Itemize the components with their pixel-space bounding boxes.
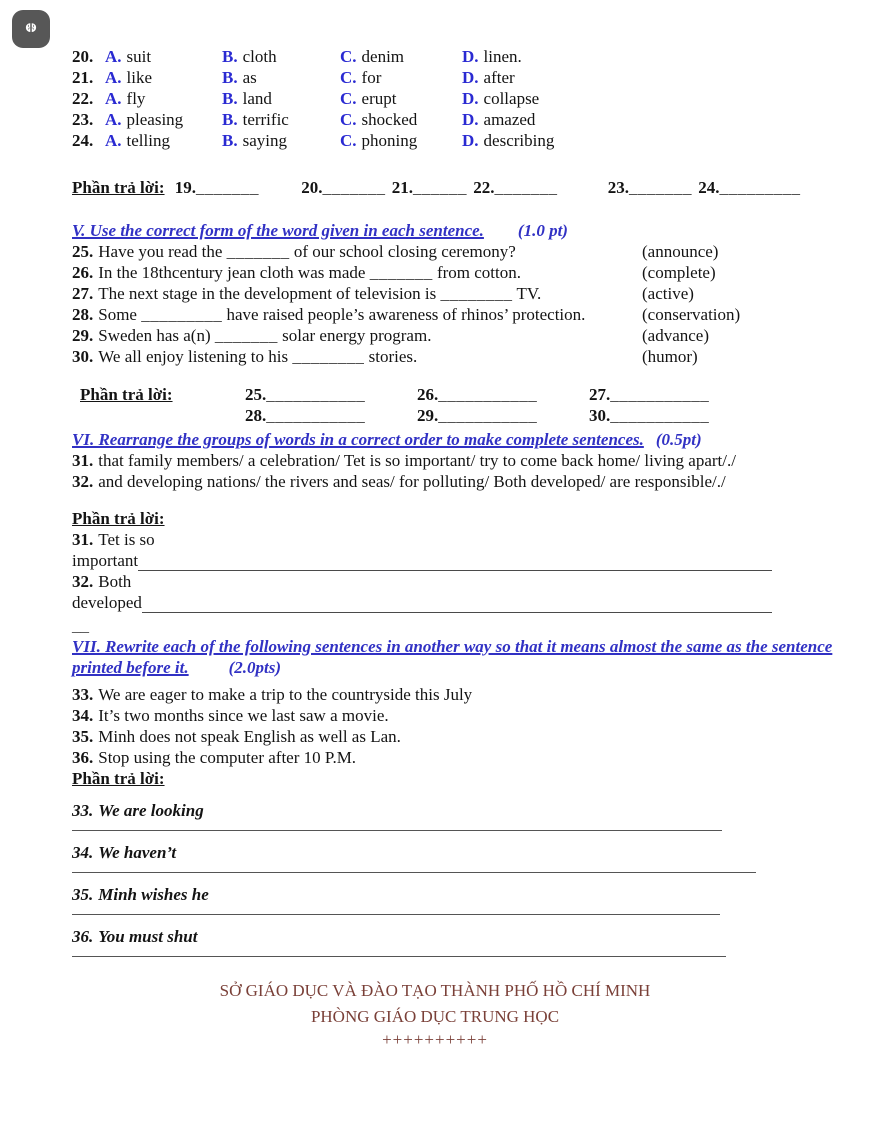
mc-option: [462, 88, 842, 109]
mc-option: [105, 88, 222, 109]
option-text: land: [242, 89, 272, 108]
answer-label: Phần trả lời:: [72, 769, 165, 788]
answers-line-25-27: [72, 384, 842, 405]
write-line: [72, 914, 720, 915]
answer-slot: 20._______: [301, 178, 386, 197]
mc-option: [222, 130, 340, 151]
answer-blank: ___________: [438, 385, 538, 404]
section-vii-title: VII. Rewrite each of the following sentences in another way so that it means almost the same as the sentence printed before it.: [72, 637, 833, 677]
option-text: for: [361, 68, 382, 87]
option-text: describing: [483, 131, 555, 150]
brain-icon: [22, 20, 40, 38]
given-word: (active): [642, 284, 694, 303]
answer-label: Phần trả lời:: [80, 385, 173, 404]
write-line: [138, 553, 772, 571]
option-letter: C.: [340, 47, 357, 66]
rewrite-answer-36: 36. You must shut: [72, 927, 198, 946]
option-letter: A.: [105, 110, 122, 129]
option-text: like: [126, 68, 153, 87]
rewrite-item: 36. Stop using the computer after 10 P.M.: [72, 748, 357, 767]
sentence-blank: _______: [226, 242, 290, 261]
write-line: [72, 872, 756, 873]
section-vii-heading: [72, 636, 842, 678]
question-number: 23.: [72, 110, 94, 129]
answer-blank: ___________: [610, 385, 710, 404]
mc-option: [105, 130, 222, 151]
answers-line-28-30: [72, 405, 842, 426]
mc-option: [340, 67, 462, 88]
rewrite-item: 33. We are eager to make a trip to the countryside this July: [72, 685, 473, 704]
answer-blank: _________: [719, 178, 801, 197]
option-letter: A.: [105, 47, 122, 66]
option-text: pleasing: [126, 110, 184, 129]
mc-option: [105, 109, 222, 130]
rewrite-answer-33: 33. We are looking: [72, 801, 204, 820]
given-word: (humor): [642, 347, 698, 366]
mc-option: [462, 67, 842, 88]
fill-in-sentence: 29. Sweden has a(n) _______ solar energy program. (advance): [72, 326, 710, 345]
section-vii-points: (2.0pts): [228, 658, 282, 677]
footer-separator: ++++++++++: [382, 1030, 488, 1049]
option-text: erupt: [361, 89, 397, 108]
option-letter: B.: [222, 47, 238, 66]
answer-line-31: important: [72, 550, 842, 571]
option-letter: C.: [340, 110, 357, 129]
given-word: (advance): [642, 326, 710, 345]
answer-slot: 19._______: [174, 178, 260, 197]
mc-option: [105, 46, 222, 67]
mc-option: [462, 109, 842, 130]
option-letter: B.: [222, 131, 238, 150]
answer-blank: _______: [494, 178, 558, 197]
mc-option: [340, 88, 462, 109]
answer-blank: _______: [629, 178, 693, 197]
sentence-blank: _________: [141, 305, 223, 324]
mc-option: [222, 46, 340, 67]
option-text: as: [242, 68, 257, 87]
answer-line-32: developed: [72, 592, 842, 613]
option-letter: B.: [222, 68, 238, 87]
option-text: linen.: [483, 47, 522, 66]
exam-page: [72, 46, 842, 957]
mc-option: [340, 130, 462, 151]
section-v-title: V. Use the correct form of the word given in each sentence.: [72, 221, 484, 240]
question-number: 22.: [72, 89, 94, 108]
mc-option: [462, 130, 842, 151]
answer-slot: 30.___________: [589, 406, 710, 425]
answer-start-32: 32. Both: [72, 572, 132, 591]
mc-row: [72, 109, 842, 130]
mc-row: [72, 46, 842, 67]
option-text: telling: [126, 131, 170, 150]
sentence-blank: _______: [369, 263, 433, 282]
section-vi-heading: [72, 429, 842, 450]
rewrite-item: 34. It’s two months since we last saw a movie.: [72, 706, 389, 725]
rewrite-item: 35. Minh does not speak English as well as Lan.: [72, 727, 401, 746]
section-vi-points: (0.5pt): [655, 430, 702, 449]
answer-slot: 22._______: [473, 178, 558, 197]
answer-slot: 26.___________: [417, 385, 538, 404]
write-line: [142, 595, 772, 613]
section-vii-items: [72, 684, 842, 768]
rearrange-item: 31. that family members/ a celebration/ Tet is so important/ try to come back home/ living apart/./: [72, 451, 736, 470]
option-letter: B.: [222, 110, 238, 129]
answer-slot: 21.______: [391, 178, 468, 197]
mc-option: [462, 46, 842, 67]
option-text: shocked: [361, 110, 418, 129]
sentence-blank: ________: [440, 284, 513, 303]
option-letter: A.: [105, 68, 122, 87]
option-text: suit: [126, 47, 152, 66]
mc-option: [222, 67, 340, 88]
option-text: denim: [361, 47, 405, 66]
answer-slot: 24._________: [698, 178, 801, 197]
answer-label: Phần trả lời:: [72, 178, 165, 197]
mc-option: [105, 67, 222, 88]
question-number: 20.: [72, 47, 94, 66]
mc-option: [340, 109, 462, 130]
answer-start-31: 31. Tet is so: [72, 530, 155, 549]
answer-blank: ___________: [438, 406, 538, 425]
option-letter: C.: [340, 89, 357, 108]
footer-line-2: PHÒNG GIÁO DỤC TRUNG HỌC: [310, 1007, 560, 1026]
section-vi-items: [72, 450, 842, 492]
multiple-choice-block: [72, 46, 842, 151]
mc-option: [340, 46, 462, 67]
question-number: 24.: [72, 131, 94, 150]
option-text: amazed: [483, 110, 536, 129]
option-letter: C.: [340, 131, 357, 150]
footer-line-1: SỞ GIÁO DỤC VÀ ĐÀO TẠO THÀNH PHỐ HỒ CHÍ MINH: [219, 981, 651, 1000]
sentence-blank: _______: [214, 326, 278, 345]
write-line: [72, 830, 722, 831]
answer-blank: _______: [196, 178, 260, 197]
option-text: saying: [242, 131, 287, 150]
given-word: (announce): [642, 242, 719, 261]
option-letter: B.: [222, 89, 238, 108]
fill-in-sentence: 25. Have you read the _______ of our school closing ceremony? (announce): [72, 242, 719, 261]
answer-blank: ___________: [266, 385, 366, 404]
section-v-heading: [72, 220, 842, 241]
mc-option: [222, 88, 340, 109]
option-letter: D.: [462, 47, 479, 66]
stray-underscore: __: [72, 616, 89, 635]
option-text: cloth: [242, 47, 277, 66]
department-footer: [0, 978, 870, 1050]
option-letter: D.: [462, 68, 479, 87]
option-letter: D.: [462, 131, 479, 150]
fill-in-sentence: 28. Some _________ have raised people’s awareness of rhinos’ protection. (conservation): [72, 305, 741, 324]
option-text: after: [483, 68, 515, 87]
mc-row: [72, 67, 842, 88]
option-text: phoning: [361, 131, 418, 150]
answer-slot: 25.___________: [245, 385, 366, 404]
answer-blank: ___________: [610, 406, 710, 425]
write-line: [72, 956, 726, 957]
answer-blank: ___________: [266, 406, 366, 425]
answer-label: Phần trả lời:: [72, 509, 165, 528]
option-letter: D.: [462, 110, 479, 129]
fill-in-sentence: 30. We all enjoy listening to his ________ stories. (humor): [72, 347, 698, 366]
answer-slot: 27.___________: [589, 385, 710, 404]
section-v-items: [72, 241, 842, 367]
answer-slot: 28.___________: [245, 406, 366, 425]
answer-slot: 23._______: [607, 178, 693, 197]
mc-row: [72, 130, 842, 151]
fill-in-sentence: 27. The next stage in the development of television is ________ TV. (active): [72, 284, 694, 303]
rewrite-answer-35: 35. Minh wishes he: [72, 885, 209, 904]
question-number: 21.: [72, 68, 94, 87]
answer-blank: ______: [413, 178, 468, 197]
answers-line-19-24: [72, 177, 842, 198]
mc-option: [222, 109, 340, 130]
sentence-blank: ________: [292, 347, 365, 366]
option-letter: D.: [462, 89, 479, 108]
section-v-points: (1.0 pt): [517, 221, 568, 240]
option-letter: A.: [105, 89, 122, 108]
given-word: (conservation): [642, 305, 741, 324]
section-vi-title: VI. Rearrange the groups of words in a correct order to make complete sentences.: [72, 430, 644, 449]
option-text: collapse: [483, 89, 540, 108]
fill-in-sentence: 26. In the 18thcentury jean cloth was made _______ from cotton. (complete): [72, 263, 716, 282]
option-letter: A.: [105, 131, 122, 150]
brain-icon-button[interactable]: [12, 10, 50, 48]
given-word: (complete): [642, 263, 716, 282]
answer-slot: 29.___________: [417, 406, 538, 425]
rearrange-item: 32. and developing nations/ the rivers and seas/ for polluting/ Both developed/ are responsible/./: [72, 472, 726, 491]
option-text: terrific: [242, 110, 289, 129]
answer-blank: _______: [322, 178, 386, 197]
option-text: fly: [126, 89, 146, 108]
rewrite-answer-34: 34. We haven’t: [72, 843, 177, 862]
mc-row: [72, 88, 842, 109]
option-letter: C.: [340, 68, 357, 87]
